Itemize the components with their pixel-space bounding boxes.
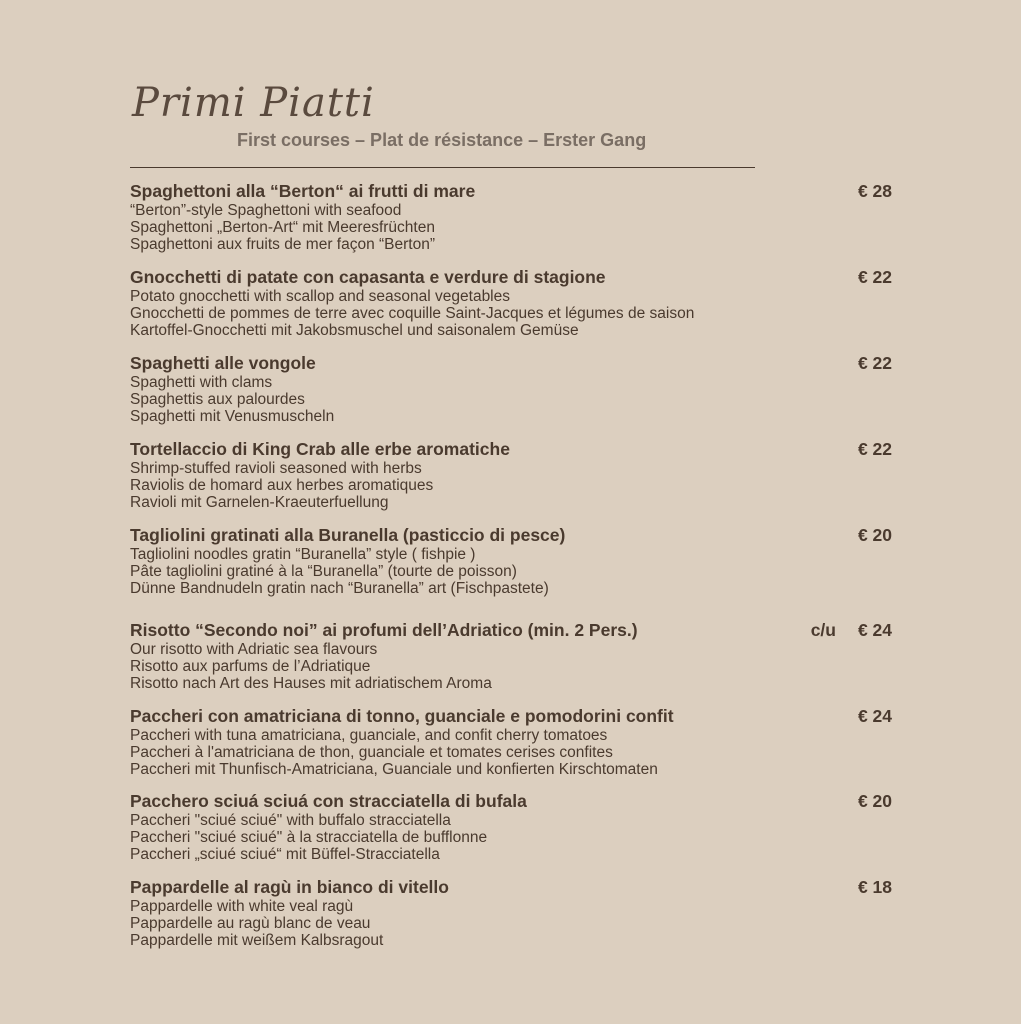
menu-item <box>130 352 892 425</box>
item-description-fr: Spaghettoni aux fruits de mer façon “Berton” <box>130 236 435 253</box>
item-name: Tortellaccio di King Crab alle erbe aromatiche <box>130 439 510 459</box>
item-price: € 28 <box>857 181 892 201</box>
item-name: Pacchero sciuá sciuá con stracciatella di bufala <box>130 791 527 811</box>
item-description-en: Paccheri with tuna amatriciana, guanciale, and confit cherry tomatoes <box>130 727 608 744</box>
page-title: Primi Piatti <box>132 80 375 126</box>
item-price: € 18 <box>857 877 892 897</box>
item-description-fr: Paccheri "sciué sciué" à la stracciatella de bufflonne <box>130 829 488 846</box>
page-subtitle: First courses – Plat de résistance – Erster Gang <box>237 130 647 150</box>
item-price: € 20 <box>857 525 892 545</box>
item-name: Spaghettoni alla “Berton“ ai frutti di mare <box>130 181 476 201</box>
item-description-fr: Pappardelle au ragù blanc de veau <box>130 915 371 932</box>
menu-item <box>130 180 892 253</box>
item-description-en: Potato gnocchetti with scallop and seasonal vegetables <box>130 288 510 305</box>
menu-item <box>130 266 892 339</box>
item-price: € 24 <box>857 706 892 726</box>
item-description-de: Dünne Bandnudeln gratin nach “Buranella” art (Fischpastete) <box>130 580 549 597</box>
item-name: Tagliolini gratinati alla Buranella (pasticcio di pesce) <box>130 525 566 545</box>
item-name: Paccheri con amatriciana di tonno, guanciale e pomodorini confit <box>130 706 674 726</box>
item-description-en: Shrimp-stuffed ravioli seasoned with herbs <box>130 460 422 477</box>
item-description-de: Spaghetti mit Venusmuscheln <box>130 408 335 425</box>
menu-item <box>130 619 892 692</box>
item-description-fr: Raviolis de homard aux herbes aromatiques <box>130 477 434 494</box>
item-unit: c/u <box>810 620 836 640</box>
item-description-de: Risotto nach Art des Hauses mit adriatischem Aroma <box>130 675 492 692</box>
item-description-fr: Risotto aux parfums de l’Adriatique <box>130 658 371 675</box>
item-description-en: “Berton”-style Spaghettoni with seafood <box>130 202 402 219</box>
item-price: € 20 <box>857 791 892 811</box>
item-description-de: Paccheri mit Thunfisch-Amatriciana, Guanciale und konfierten Kirschtomaten <box>130 761 658 778</box>
item-description-de: Kartoffel-Gnocchetti mit Jakobsmuschel und saisonalem Gemüse <box>130 322 579 339</box>
item-description-de: Ravioli mit Garnelen-Kraeuterfuellung <box>130 494 389 511</box>
divider <box>130 167 755 168</box>
menu-item <box>130 438 892 511</box>
item-description-fr: Gnocchetti de pommes de terre avec coquille Saint-Jacques et légumes de saison <box>130 305 695 322</box>
item-description-de: Pappardelle mit weißem Kalbsragout <box>130 932 384 949</box>
item-description-de: Spaghettoni „Berton-Art“ mit Meeresfrüchten <box>130 219 435 236</box>
item-description-fr: Spaghettis aux palourdes <box>130 391 305 408</box>
item-name: Gnocchetti di patate con capasanta e verdure di stagione <box>130 267 606 287</box>
item-description-fr: Pâte tagliolini gratiné à la “Buranella” (tourte de poisson) <box>130 563 517 580</box>
menu-item <box>130 790 892 863</box>
menu-item <box>130 876 892 949</box>
item-description-en: Our risotto with Adriatic sea flavours <box>130 641 378 658</box>
item-description-en: Pappardelle with white veal ragù <box>130 898 354 915</box>
item-description-en: Tagliolini noodles gratin “Buranella” style ( fishpie ) <box>130 546 476 563</box>
item-price: € 22 <box>857 353 892 373</box>
item-name: Spaghetti alle vongole <box>130 353 316 373</box>
item-description-de: Paccheri „sciué sciué“ mit Büffel-Stracciatella <box>130 846 440 863</box>
item-name: Risotto “Secondo noi” ai profumi dell’Adriatico (min. 2 Pers.) <box>130 620 638 640</box>
menu-item <box>130 524 892 597</box>
menu-item <box>130 705 892 778</box>
item-price: € 24 <box>857 620 892 640</box>
item-description-fr: Paccheri à l'amatriciana de thon, guanciale et tomates cerises confites <box>130 744 613 761</box>
item-price: € 22 <box>857 439 892 459</box>
item-price: € 22 <box>857 267 892 287</box>
item-description-en: Spaghetti with clams <box>130 374 273 391</box>
item-name: Pappardelle al ragù in bianco di vitello <box>130 877 449 897</box>
item-description-en: Paccheri "sciué sciué" with buffalo stracciatella <box>130 812 451 829</box>
